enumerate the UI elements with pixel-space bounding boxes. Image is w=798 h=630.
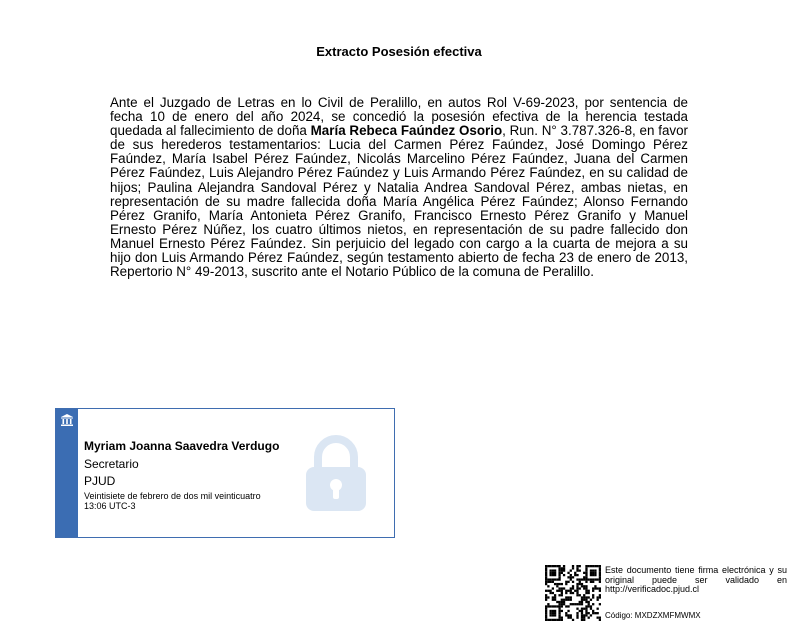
deceased-name: María Rebeca Faúndez Osorio	[310, 123, 503, 139]
signature-date: Veintisiete de febrero de dos mil veinticuatro	[84, 491, 261, 501]
signer-name: Myriam Joanna Saavedra Verdugo	[84, 439, 280, 453]
signature-time: 13:06 UTC-3	[84, 501, 136, 511]
institution-icon	[60, 413, 74, 427]
body-text-part2: , Run. N° 3.787.326-8, en favor de sus herederos testamentarios: Lucia del Carmen Pérez Faúndez, José Domingo Pérez Faúndez, María Isabel Pérez Faúndez, Nicolás Marcelino Pérez Faúndez, Juana del Carmen Pérez Faúndez, Luis Alejandro Pérez Faúndez y Luis Armando Pérez Faúndez, en su calidad de hijos; Paulina Alejandra Sandoval Pérez y Natalia Andrea Sandoval Pérez, ambas nietas, en representación de su madre fallecida doña María Angélica Pérez Faúndez; Alonso Fernando Pérez Granifo, María Antonieta Pérez Granifo, Francisco Ernesto Pérez Granifo y Manuel Ernesto Pérez Núñez, los cuatro últimos nietos, en representación de su padre fallecido don Manuel Ernesto Pérez Faúndez. Sin perjuicio del legado con cargo a la cuarta de mejora a su hijo don Luis Armando Pérez Faúndez, según testamento abierto de fecha 23 de enero de 2013, Repertorio N° 49-2013, suscrito ante el Notario Público de la comuna de Peralillo.	[110, 123, 688, 280]
electronic-signature-box	[55, 408, 395, 538]
verification-code: Código: MXDZXMFMWMX	[605, 611, 701, 620]
body-text-part1: Ante el Juzgado de Letras en lo Civil de Peralillo, en autos Rol V-69-2023, por sentencia de fecha 10 de enero del año 2024, se concedió la posesión efectiva de la herencia testada quedada al fallecimiento de doña	[110, 95, 688, 139]
document-body	[110, 96, 688, 279]
signer-organization: PJUD	[84, 474, 116, 488]
signature-timestamp	[84, 491, 314, 511]
signature-side-bar	[56, 409, 78, 537]
signer-role: Secretario	[84, 457, 139, 471]
qr-code[interactable]	[545, 565, 601, 621]
document-title: Extracto Posesión efectiva	[316, 44, 482, 59]
verification-notice: Este documento tiene firma electrónica y su original puede ser validado en http://verificadoc.pjud.cl	[605, 565, 787, 594]
